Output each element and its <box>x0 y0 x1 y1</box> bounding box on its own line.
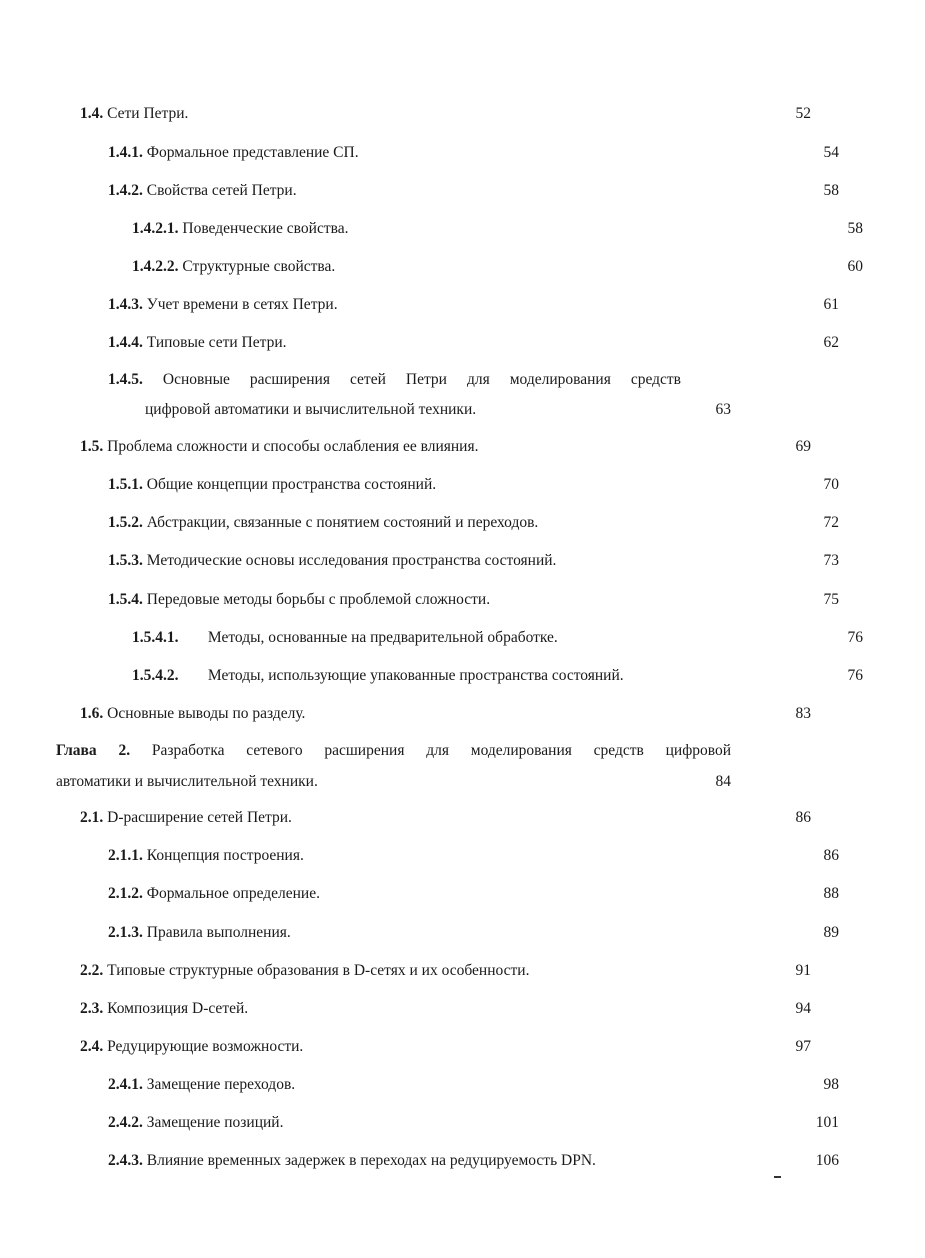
toc-entry-number: 1.5.3. <box>108 552 143 569</box>
toc-entry <box>0 1113 901 1133</box>
toc-entry-number: 2.1.2. <box>108 885 143 902</box>
toc-entry <box>0 808 873 828</box>
toc-entry-number: 1.5.4. <box>108 591 143 608</box>
toc-entry-page: 70 <box>823 476 839 493</box>
toc-entry-number: 1.5.2. <box>108 514 143 531</box>
toc-entry-number: 1.6. <box>80 705 104 722</box>
toc-entry <box>0 513 901 533</box>
toc-entry-page: 84 <box>715 773 731 790</box>
chapter-title-line1: Разработка сетевого расширения для моделирования средств цифровой <box>151 742 731 759</box>
toc-entry-title: Редуцирующие возможности. <box>107 1038 304 1055</box>
toc-entry-number: 1.4. <box>80 105 104 122</box>
toc-entry-page: 98 <box>823 1076 839 1093</box>
toc-chapter-entry <box>56 741 731 792</box>
scan-mark <box>774 1176 781 1178</box>
toc-entry <box>0 884 901 904</box>
toc-entry-page: 69 <box>795 438 811 455</box>
toc-entry <box>0 1037 873 1057</box>
toc-entry-number: 1.4.2.2. <box>132 258 179 275</box>
toc-entry-page: 89 <box>823 924 839 941</box>
toc-entry-page: 72 <box>823 514 839 531</box>
toc-entry-number: 2.1.1. <box>108 847 143 864</box>
toc-entry-title: Типовые сети Петри. <box>146 334 287 351</box>
toc-entry-title: Абстракции, связанные с понятием состояний и переходов. <box>146 514 539 531</box>
toc-entry <box>0 219 925 239</box>
toc-entry-number: 2.4.2. <box>108 1114 143 1131</box>
toc-entry-page: 86 <box>823 847 839 864</box>
toc-entry-page: 58 <box>847 220 863 237</box>
toc-entry-page: 97 <box>795 1038 811 1055</box>
toc-entry-page: 61 <box>823 296 839 313</box>
toc-entry-page: 63 <box>715 401 731 418</box>
toc-entry-number: 1.4.5. <box>108 371 143 388</box>
toc-entry-number: 1.5.4.2. <box>132 667 179 684</box>
toc-entry-number: 1.5.4.1. <box>132 629 179 646</box>
toc-entry-title: Концепция построения. <box>146 847 304 864</box>
toc-entry-page: 94 <box>795 1000 811 1017</box>
toc-entry-title: Сети Петри. <box>107 105 189 122</box>
toc-entry-title: Свойства сетей Петри. <box>146 182 297 199</box>
toc-entry-title: D-расширение сетей Петри. <box>107 809 292 826</box>
toc-entry-number: 2.1. <box>80 809 104 826</box>
toc-entry <box>0 1075 901 1095</box>
toc-entry-title: Типовые структурные образования в D-сетях и их особенности. <box>107 962 530 979</box>
toc-entry-number: 2.1.3. <box>108 924 143 941</box>
toc-entry-number: 1.4.3. <box>108 296 143 313</box>
toc-entry-page: 73 <box>823 552 839 569</box>
toc-entry-number: 2.4. <box>80 1038 104 1055</box>
toc-entry-title: Композиция D-сетей. <box>107 1000 249 1017</box>
toc-entry <box>0 704 873 724</box>
toc-entry <box>0 104 873 124</box>
toc-entry-page: 106 <box>815 1152 839 1169</box>
toc-entry-title: Формальное определение. <box>146 885 320 902</box>
toc-entry-number: 2.4.1. <box>108 1076 143 1093</box>
toc-entry-title: Передовые методы борьбы с проблемой сложности. <box>146 591 491 608</box>
toc-entry-page: 76 <box>847 667 863 684</box>
toc-entry-page: 60 <box>847 258 863 275</box>
toc-entry-title-line1: Основные расширения сетей Петри для моделирования средств <box>162 371 681 388</box>
toc-entry <box>0 143 901 163</box>
toc-entry-number: 1.4.2. <box>108 182 143 199</box>
toc-entry <box>0 333 901 353</box>
toc-entry-number: 2.2. <box>80 962 104 979</box>
toc-entry-page: 62 <box>823 334 839 351</box>
toc-entry <box>0 1151 901 1171</box>
toc-entry-page: 75 <box>823 591 839 608</box>
toc-entry-title: Проблема сложности и способы ослабления ее влияния. <box>107 438 479 455</box>
toc-entry-title: Методические основы исследования пространства состояний. <box>146 552 557 569</box>
toc-entry-number: 2.4.3. <box>108 1152 143 1169</box>
toc-entry-title: Методы, основанные на предварительной обработке. <box>207 629 558 646</box>
toc-entry-number: 1.5.1. <box>108 476 143 493</box>
toc-entry-title: Основные выводы по разделу. <box>107 705 306 722</box>
toc-entry-title: Учет времени в сетях Петри. <box>146 296 338 313</box>
toc-entry-page: 58 <box>823 182 839 199</box>
toc-entry <box>0 666 925 686</box>
toc-entry-title: Формальное представление СП. <box>146 144 359 161</box>
toc-entry <box>0 999 873 1019</box>
toc-entry-page: 76 <box>847 629 863 646</box>
toc-entry-number: 1.4.4. <box>108 334 143 351</box>
toc-entry <box>0 181 901 201</box>
toc-entry-page: 101 <box>815 1114 839 1131</box>
toc-entry-title: Поведенческие свойства. <box>182 220 349 237</box>
toc-entry <box>0 475 901 495</box>
toc-entry <box>0 846 901 866</box>
toc-entry-title: Правила выполнения. <box>146 924 291 941</box>
toc-entry <box>0 295 901 315</box>
toc-entry-number: 1.5. <box>80 438 104 455</box>
toc-entry-title: Замещение позиций. <box>146 1114 284 1131</box>
toc-entry-page: 86 <box>795 809 811 826</box>
toc-entry-multiline <box>0 370 793 420</box>
toc-entry <box>0 923 901 943</box>
toc-entry-title: Влияние временных задержек в переходах на редуцируемость DPN. <box>146 1152 596 1169</box>
toc-entry <box>0 257 925 277</box>
toc-entry <box>0 961 873 981</box>
toc-entry <box>0 590 901 610</box>
toc-entry-title: Общие концепции пространства состояний. <box>146 476 437 493</box>
toc-entry-title-line2: цифровой автоматики и вычислительной техники. <box>145 401 477 418</box>
toc-entry <box>0 551 901 571</box>
toc-entry-page: 83 <box>795 705 811 722</box>
toc-entry-page: 54 <box>823 144 839 161</box>
toc-entry-number: 1.4.1. <box>108 144 143 161</box>
toc-entry-page: 88 <box>823 885 839 902</box>
chapter-number: Глава 2. <box>56 742 131 759</box>
toc-entry-page: 52 <box>795 105 811 122</box>
toc-entry-number: 2.3. <box>80 1000 104 1017</box>
toc-entry <box>0 437 873 457</box>
toc-entry-title: Методы, использующие упакованные пространства состояний. <box>207 667 624 684</box>
toc-entry <box>0 628 925 648</box>
toc-entry-title: Замещение переходов. <box>146 1076 296 1093</box>
toc-entry-page: 91 <box>795 962 811 979</box>
chapter-title-line2: автоматики и вычислительной техники. <box>56 773 318 790</box>
toc-entry-number: 1.4.2.1. <box>132 220 179 237</box>
toc-entry-title: Структурные свойства. <box>182 258 336 275</box>
